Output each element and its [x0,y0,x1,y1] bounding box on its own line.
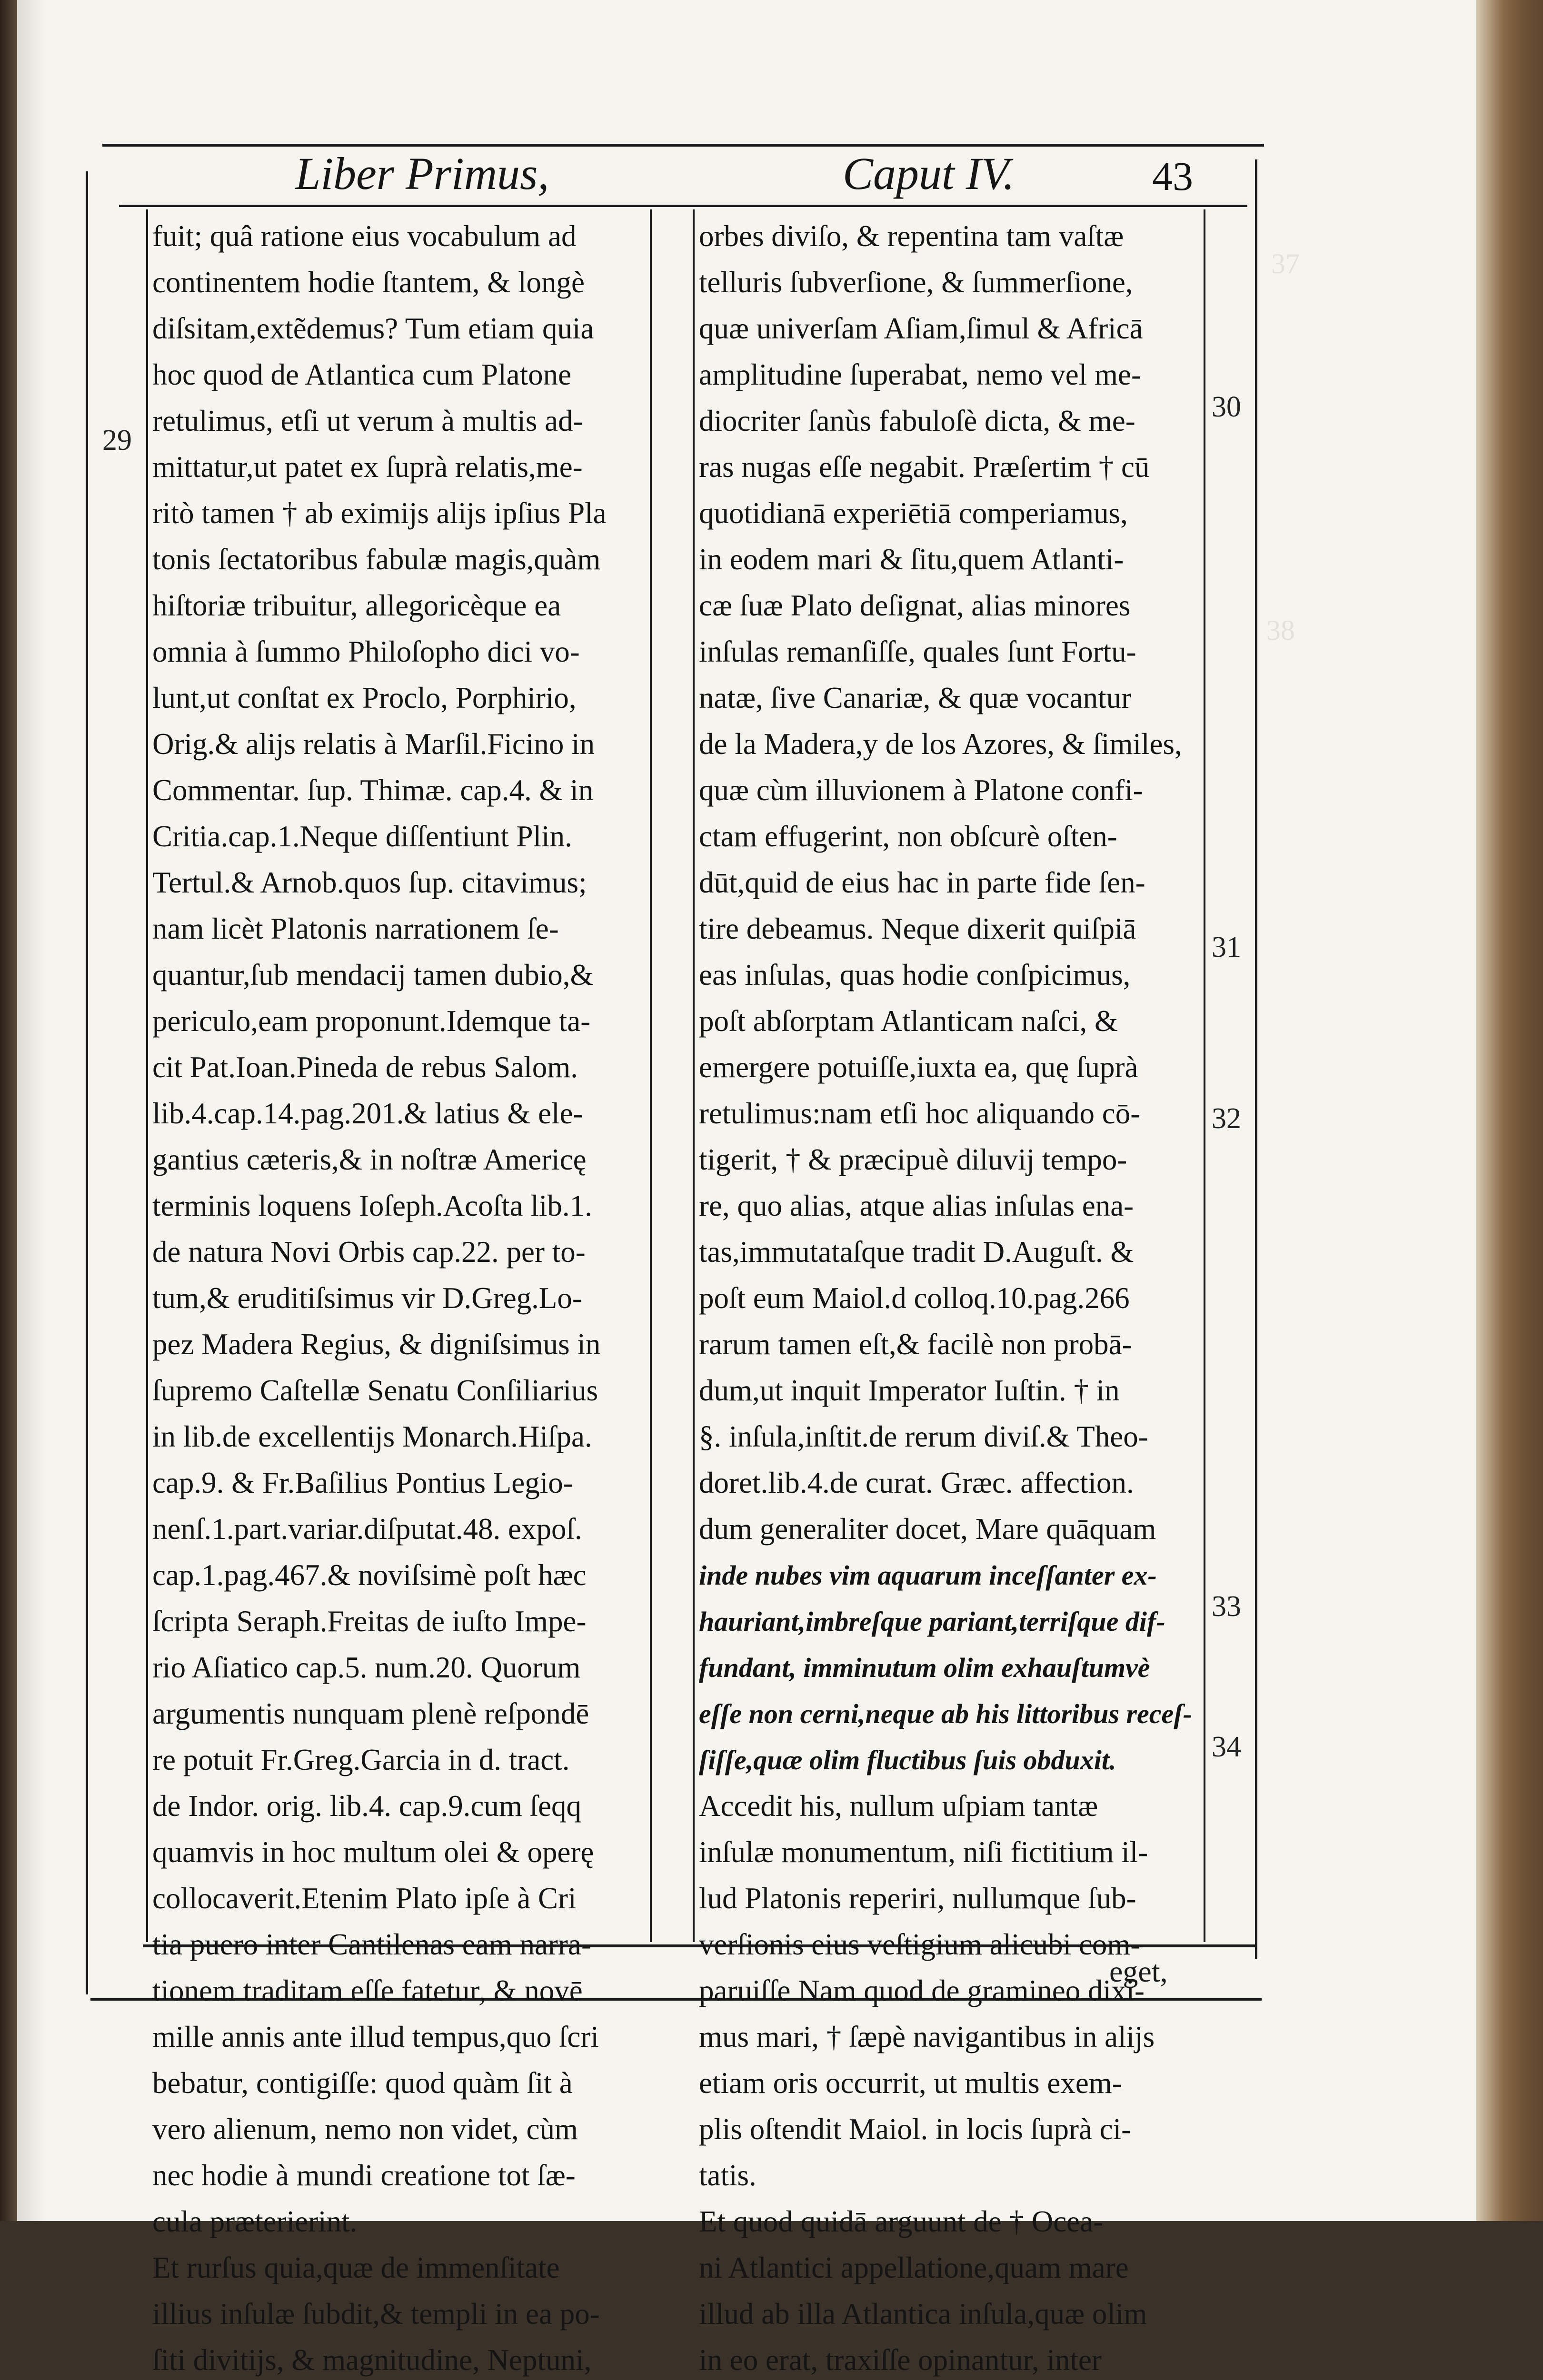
text-line: fundant, imminutum olim exhauſtumvè [699,1652,1150,1683]
text-line: collocaverit.Etenim Plato ipſe à Cri [152,1882,577,1915]
page-number: 43 [1152,153,1193,199]
text-line: orbes diviſo, & repentina tam vaſtæ [699,219,1124,253]
col-divider-left [650,209,652,1942]
running-head-left: Liber Primus, [295,148,549,199]
text-line: illius inſulæ ſubdit,& templi in ea po- [152,2297,600,2330]
text-line: in eodem mari & ſitu,quem Atlanti- [699,543,1124,576]
text-line: doret.lib.4.de curat. Græc. affection. [699,1466,1134,1499]
text-line: natæ, ſive Canariæ, & quæ vocantur [699,681,1132,714]
text-line: ras nugas eſſe negabit. Præſertim † cū [699,450,1150,484]
text-line: inſulas remanſiſſe, quales ſunt Fortu- [699,635,1136,668]
text-line: etiam oris occurrit, ut multis exem- [699,2066,1122,2100]
margin-number: 31 [1212,931,1241,963]
text-line: inde nubes vim aquarum inceſſanter ex- [699,1560,1157,1591]
text-line: cæ ſuæ Plato deſignat, alias minores [699,589,1131,622]
text-line: paruiſſe Nam quod de gramineo dixi- [699,1974,1145,2007]
text-line: Et rurſus quia,quæ de immenſitate [152,2251,560,2284]
book-cover-edge [1476,0,1543,2221]
text-line: retulimus, etſi ut verum à multis ad- [152,404,583,437]
text-line: poſt abſorptam Atlanticam naſci, & [699,1004,1118,1038]
text-line: plis oſtendit Maiol. in locis ſuprà ci- [699,2112,1132,2146]
text-line: hoc quod de Atlantica cum Platone [152,358,572,391]
text-line: quæ cùm illuvionem à Platone confi- [699,774,1143,807]
margin-number: 29 [102,424,132,456]
text-line: mille annis ante illud tempus,quo ſcri [152,2020,599,2053]
margin-number: 30 [1212,391,1241,423]
text-line: terminis loquens Ioſeph.Acoſta lib.1. [152,1189,592,1222]
margin-number: 32 [1212,1102,1241,1135]
book-gutter [0,0,17,2221]
text-line: de natura Novi Orbis cap.22. per to- [152,1235,586,1269]
text-line: periculo,eam proponunt.Idemque ta- [152,1004,591,1038]
text-line: mittatur,ut patet ex ſuprà relatis,me- [152,450,583,484]
text-line: Critia.cap.1.Neque diſſentiunt Plin. [152,820,572,853]
text-line: cap.1.pag.467.& noviſsimè poſt hæc [152,1558,587,1592]
text-line: bebatur, contigiſſe: quod quàm ſit à [152,2066,573,2100]
text-line: gantius cæteris,& in noſtræ Americę [152,1143,587,1176]
text-line: de Indor. orig. lib.4. cap.9.cum ſeqq [152,1789,582,1823]
text-line: in lib.de excellentijs Monarch.Hiſpa. [152,1420,592,1453]
text-line: eſſe non cerni,neque ab his littoribus receſ- [699,1698,1192,1729]
text-line: in eo erat, traxiſſe opinantur, inter [699,2343,1102,2377]
text-line: Accedit his, nullum uſpiam tantæ [699,1789,1098,1823]
text-line: Orig.& alijs relatis à Marſil.Ficino in [152,727,595,761]
text-line: quamvis in hoc multum olei & operę [152,1835,594,1869]
text-line: ſupremo Caſtellæ Senatu Conſiliarius [152,1374,598,1407]
catchword: eget, [1109,1954,1168,1988]
text-line: diſsitam,extẽdemus? Tum etiam quia [152,312,594,345]
text-line: emergere potuiſſe,iuxta ea, quę ſuprà [699,1051,1138,1084]
text-line: Et quod quidā arguunt de † Ocea- [699,2205,1104,2238]
text-line: vero alienum, nemo non videt, cùm [152,2112,578,2146]
text-line: verſionis eius veſtigium alicubi com- [699,1928,1141,1961]
text-line: rio Aſiatico cap.5. num.20. Quorum [152,1651,581,1684]
text-line: hauriant,imbreſque pariant,terriſque dif- [699,1606,1165,1637]
text-line: hiſtoriæ tribuitur, allegoricèque ea [152,589,561,622]
top-rule [102,144,1264,147]
text-line: Commentar. ſup. Thimæ. cap.4. & in [152,774,594,807]
text-line: tire debeamus. Neque dixerit quiſpiā [699,912,1136,945]
running-head-right: Caput IV. [843,148,1015,199]
text-line: re, quo alias, atque alias inſulas ena- [699,1189,1134,1222]
text-line: dum,ut inquit Imperator Iuſtin. † in [699,1374,1120,1407]
text-line: ctam effugerint, non obſcurè oſten- [699,820,1117,853]
text-line: retulimus:nam etſi hoc aliquando cō- [699,1097,1141,1130]
text-line: ſiti divitijs, & magnitudine, Neptuni, [152,2343,592,2377]
text-line: quotidianā experiētiā comperiamus, [699,496,1128,530]
col-right-rule [1204,209,1205,1942]
bleed-through-mark: 38 [1266,615,1295,646]
text-line: illud ab illa Atlantica inſula,quæ olim [699,2297,1147,2330]
text-line: ni Atlantici appellatione,quam mare [699,2251,1129,2284]
text-line: cap.9. & Fr.Baſilius Pontius Legio- [152,1466,573,1499]
text-line: nenſ.1.part.variar.diſputat.48. expoſ. [152,1512,582,1546]
gutter-shadow [17,0,46,2221]
text-line: ſcripta Seraph.Freitas de iuſto Impe- [152,1605,587,1638]
frame-left-rule [86,171,88,1994]
text-line: tia puero inter Cantilenas eam narra- [152,1928,591,1961]
bleed-through-mark: 37 [1271,248,1300,279]
text-line: cit Pat.Ioan.Pineda de rebus Salom. [152,1051,578,1084]
text-line: ſiſſe,quæ olim fluctibus ſuis obduxit. [699,1745,1116,1775]
text-line: eas inſulas, quas hodie conſpicimus, [699,958,1131,992]
text-line: de la Madera,y de los Azores, & ſimiles, [699,727,1182,761]
text-line: rarum tamen eſt,& facilè non probā- [699,1328,1132,1361]
header-rule [119,205,1247,207]
text-line: lunt,ut conſtat ex Proclo, Porphirio, [152,681,577,714]
text-line: dūt,quid de eius hac in parte fide ſen- [699,866,1145,899]
text-column-left [152,213,647,2377]
text-line: amplitudine ſuperabat, nemo vel me- [699,358,1141,391]
text-line: cula præterierint. [152,2205,358,2238]
text-line: quantur,ſub mendacij tamen dubio,& [152,958,594,992]
text-line: lib.4.cap.14.pag.201.& latius & ele- [152,1097,583,1130]
col-divider-right [693,209,695,1942]
margin-number: 33 [1212,1590,1241,1623]
text-line: argumentis nunquam plenè reſpondē [152,1697,589,1730]
text-line: tonis ſectatoribus fabulæ magis,quàm [152,543,601,576]
col-left-rule [146,209,148,1942]
text-line: pez Madera Regius, & digniſsimus in [152,1328,601,1361]
text-line: continentem hodie ſtantem, & longè [152,266,585,299]
text-line: tas,immutataſque tradit D.Auguſt. & [699,1235,1134,1269]
margin-number: 34 [1212,1731,1241,1763]
text-line: lud Platonis reperiri, nullumque ſub- [699,1882,1136,1915]
text-line: Tertul.& Arnob.quos ſup. citavimus; [152,866,587,899]
text-line: mus mari, † ſæpè navigantibus in alijs [699,2020,1155,2053]
text-line: §. inſula,inſtit.de rerum diviſ.& Theo- [699,1420,1148,1453]
text-line: fuit; quâ ratione eius vocabulum ad [152,219,577,253]
text-line: nec hodie à mundi creatione tot ſæ- [152,2159,576,2192]
text-line: diocriter ſanùs fabuloſè dicta, & me- [699,404,1135,437]
text-line: dum generaliter docet, Mare quāquam [699,1512,1156,1546]
text-line: tionem traditam eſſe fatetur, & novē [152,1974,583,2007]
text-line: re potuit Fr.Greg.Garcia in d. tract. [152,1743,570,1776]
frame-right-rule [1255,159,1257,1959]
text-line: nam licèt Platonis narrationem ſe- [152,912,559,945]
text-line: quæ univerſam Aſiam,ſimul & Africā [699,312,1143,345]
text-line: tigerit, † & præcipuè diluvij tempo- [699,1143,1127,1176]
text-line: omnia à ſummo Philoſopho dici vo- [152,635,580,668]
text-line: inſulæ monumentum, niſi fictitium il- [699,1835,1148,1869]
text-line: tum,& eruditiſsimus vir D.Greg.Lo- [152,1281,582,1315]
text-line: telluris ſubverſione, & ſummerſione, [699,266,1133,299]
text-line: poſt eum Maiol.d colloq.10.pag.266 [699,1281,1130,1315]
text-line: tatis. [699,2159,757,2192]
text-line: ritò tamen † ab eximijs alijs ipſius Pla [152,496,607,530]
